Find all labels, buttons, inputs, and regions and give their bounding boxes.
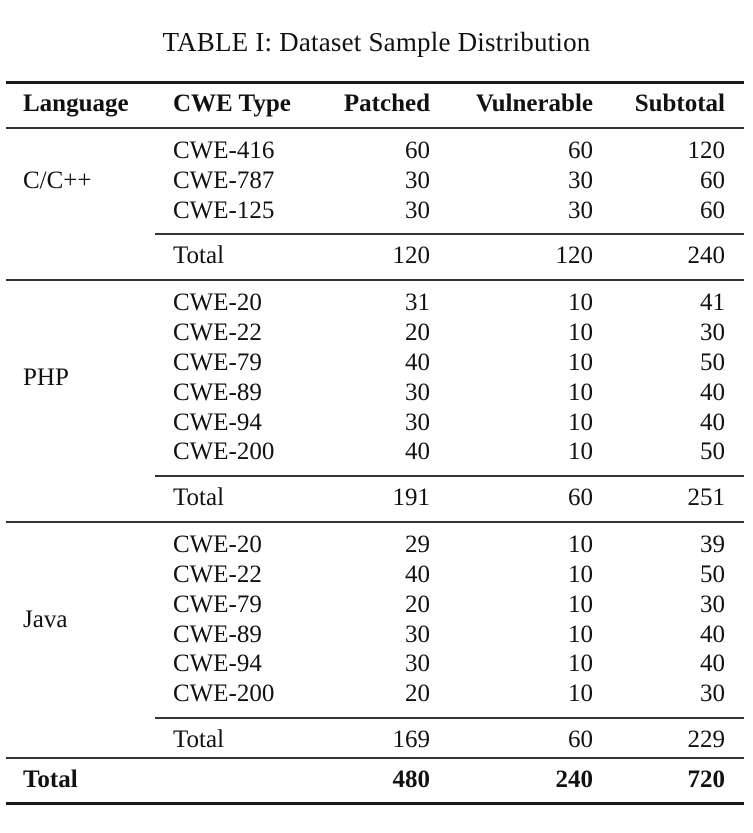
subtotal-cell: 41 [700, 289, 725, 317]
patched-cell: 40 [405, 349, 430, 376]
patched-cell: 29 [405, 531, 430, 559]
grand-total-label: Total [23, 766, 78, 793]
subtotal-cell: 50 [700, 349, 725, 376]
subtotal-cell: 60 [700, 196, 725, 224]
group-total-patched: 191 [392, 484, 430, 512]
cwe-type-cell: CWE-94 [173, 408, 262, 436]
subtotal-cell: 50 [700, 438, 725, 466]
header-vulnerable: Vulnerable [475, 90, 593, 117]
language-cell: PHP [23, 363, 69, 391]
cwe-type-cell: CWE-22 [173, 561, 262, 588]
vulnerable-cell: 30 [568, 166, 593, 194]
patched-cell: 60 [405, 137, 430, 164]
vulnerable-cell: 10 [568, 408, 593, 436]
subtotal-cell: 40 [700, 650, 725, 678]
cwe-type-cell: CWE-125 [173, 196, 275, 224]
group-total-subtotal: 240 [687, 242, 725, 270]
group-total-rule [155, 475, 744, 477]
vulnerable-cell: 10 [568, 590, 593, 618]
group-total-subtotal: 251 [687, 484, 725, 512]
group-total-label: Total [173, 484, 225, 512]
cwe-type-cell: CWE-200 [173, 438, 275, 466]
group-total-label: Total [173, 242, 225, 270]
group-total-subtotal: 229 [687, 726, 725, 753]
subtotal-cell: 60 [700, 166, 725, 194]
vulnerable-cell: 10 [568, 438, 593, 466]
vulnerable-cell: 10 [568, 531, 593, 559]
group-total-label: Total [173, 726, 225, 753]
subtotal-cell: 39 [700, 531, 725, 559]
subtotal-cell: 120 [687, 137, 725, 164]
table-caption: TABLE I: Dataset Sample Distribution [162, 27, 591, 57]
language-cell: Java [23, 605, 68, 633]
subtotal-cell: 40 [700, 408, 725, 436]
vulnerable-cell: 60 [568, 137, 593, 164]
patched-cell: 30 [405, 196, 430, 224]
subtotal-cell: 30 [700, 680, 725, 708]
cwe-type-cell: CWE-89 [173, 620, 262, 648]
language-cell: C/C++ [23, 166, 92, 194]
patched-cell: 30 [405, 166, 430, 194]
subtotal-cell: 30 [700, 319, 725, 347]
vulnerable-cell: 10 [568, 680, 593, 708]
group-total-vulnerable: 60 [568, 484, 593, 512]
cwe-type-cell: CWE-416 [173, 137, 275, 164]
group-total-patched: 120 [392, 242, 430, 270]
cwe-type-cell: CWE-79 [173, 349, 262, 376]
bottom-rule [6, 802, 744, 805]
header-patched: Patched [343, 90, 430, 117]
subtotal-cell: 30 [700, 590, 725, 618]
patched-cell: 30 [405, 408, 430, 436]
group-separator-rule [6, 279, 744, 281]
patched-cell: 20 [405, 680, 430, 708]
vulnerable-cell: 10 [568, 561, 593, 588]
group-total-vulnerable: 120 [555, 242, 593, 270]
vulnerable-cell: 10 [568, 378, 593, 406]
vulnerable-cell: 10 [568, 349, 593, 376]
patched-cell: 20 [405, 590, 430, 618]
group-total-patched: 169 [392, 726, 430, 753]
subtotal-cell: 40 [700, 378, 725, 406]
vulnerable-cell: 10 [568, 319, 593, 347]
cwe-type-cell: CWE-787 [173, 166, 275, 194]
header-rule [6, 127, 744, 129]
header-subtotal: Subtotal [634, 90, 725, 117]
patched-cell: 30 [405, 378, 430, 406]
cwe-type-cell: CWE-200 [173, 680, 275, 708]
patched-cell: 20 [405, 319, 430, 347]
patched-cell: 30 [405, 620, 430, 648]
cwe-type-cell: CWE-89 [173, 378, 262, 406]
vulnerable-cell: 30 [568, 196, 593, 224]
vulnerable-cell: 10 [568, 650, 593, 678]
header-language: Language [23, 90, 129, 117]
cwe-type-cell: CWE-20 [173, 289, 262, 317]
group-total-vulnerable: 60 [568, 726, 593, 753]
grand-total-vulnerable: 240 [555, 766, 593, 793]
group-total-rule [155, 717, 744, 719]
grand-total-patched: 480 [392, 766, 430, 793]
header-cwe-type: CWE Type [173, 90, 291, 117]
cwe-type-cell: CWE-22 [173, 319, 262, 347]
subtotal-cell: 50 [700, 561, 725, 588]
cwe-type-cell: CWE-79 [173, 590, 262, 618]
cwe-type-cell: CWE-94 [173, 650, 262, 678]
patched-cell: 30 [405, 650, 430, 678]
top-rule [6, 81, 744, 84]
vulnerable-cell: 10 [568, 289, 593, 317]
patched-cell: 40 [405, 438, 430, 466]
group-separator-rule [6, 521, 744, 523]
grand-total-rule [6, 757, 744, 759]
group-total-rule [155, 233, 744, 235]
subtotal-cell: 40 [700, 620, 725, 648]
cwe-type-cell: CWE-20 [173, 531, 262, 559]
vulnerable-cell: 10 [568, 620, 593, 648]
patched-cell: 40 [405, 561, 430, 588]
grand-total-subtotal: 720 [687, 766, 725, 793]
patched-cell: 31 [405, 289, 430, 317]
